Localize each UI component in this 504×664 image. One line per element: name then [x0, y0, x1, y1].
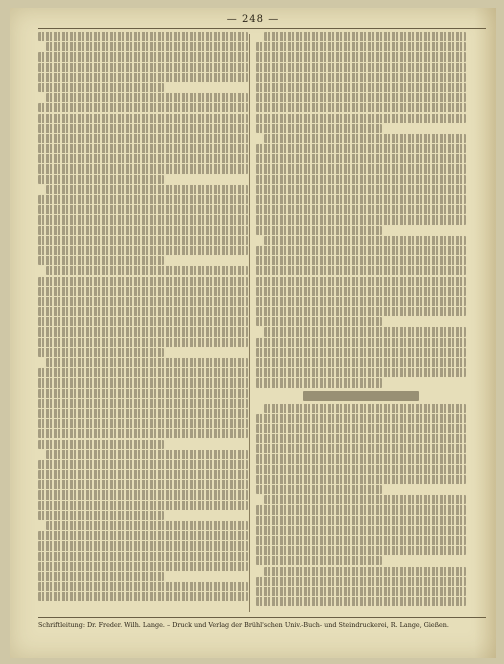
- text-line: [38, 307, 248, 316]
- section-heading-line: [303, 391, 419, 401]
- text-line: [38, 287, 248, 296]
- text-line: [256, 266, 466, 275]
- newspaper-page: [10, 8, 496, 658]
- text-line: [256, 597, 466, 606]
- text-line: [256, 516, 466, 525]
- text-line: [46, 521, 248, 530]
- text-line: [38, 246, 248, 255]
- text-line: [256, 424, 466, 433]
- text-line: [264, 404, 466, 413]
- text-line: [38, 205, 248, 214]
- text-line: [38, 32, 248, 41]
- text-line: [256, 195, 466, 204]
- text-line: [46, 185, 248, 194]
- text-line: [38, 195, 248, 204]
- text-line: [256, 63, 466, 72]
- text-line: [256, 277, 466, 286]
- text-line: [256, 175, 466, 184]
- page-number: — 248 —: [226, 14, 280, 25]
- imprint-line: Schriftleitung: Dr. Freder. Wilh. Lange. – Druck und Verlag der Brühl'schen Univ.-Buch- und Steindruckerei, R. Lange, Gießen.: [38, 621, 449, 629]
- text-line: [256, 505, 466, 514]
- text-line: [38, 582, 248, 591]
- text-line: [38, 419, 248, 428]
- text-line: [38, 73, 248, 82]
- text-line: [256, 485, 382, 494]
- text-line: [38, 164, 248, 173]
- text-line: [256, 475, 466, 484]
- text-line: [38, 531, 248, 540]
- text-line: [38, 144, 248, 153]
- text-line: [38, 256, 164, 265]
- text-line: [256, 348, 466, 357]
- text-line: [38, 277, 248, 286]
- text-line: [256, 52, 466, 61]
- text-line: [256, 185, 466, 194]
- text-line: [38, 134, 248, 143]
- text-line: [256, 434, 466, 443]
- text-line: [38, 460, 248, 469]
- text-line: [256, 83, 466, 92]
- text-line: [38, 562, 248, 571]
- right-column-lines: [256, 32, 466, 606]
- text-line: [256, 526, 466, 535]
- footer-rule: [38, 617, 486, 618]
- text-line: [38, 440, 164, 449]
- text-line: [264, 327, 466, 336]
- text-line: [46, 93, 248, 102]
- text-line: [38, 236, 248, 245]
- text-line: [38, 114, 248, 123]
- text-line: [264, 236, 466, 245]
- text-line: [46, 42, 248, 51]
- header-rule: [38, 28, 486, 29]
- text-line: [256, 124, 382, 133]
- text-line: [256, 414, 466, 423]
- text-line: [38, 409, 248, 418]
- text-line: [256, 444, 466, 453]
- text-line: [256, 164, 466, 173]
- text-line: [256, 287, 466, 296]
- text-line: [38, 511, 164, 520]
- text-line: [256, 556, 382, 565]
- text-line: [256, 93, 466, 102]
- text-line: [256, 114, 466, 123]
- text-line: [256, 42, 466, 51]
- text-line: [38, 501, 248, 510]
- text-line: [38, 429, 248, 438]
- text-line: [256, 358, 466, 367]
- text-line: [264, 567, 466, 576]
- text-line: [256, 317, 382, 326]
- left-column-lines: [38, 32, 248, 601]
- text-line: [38, 378, 248, 387]
- text-line: [38, 389, 248, 398]
- text-line: [256, 256, 466, 265]
- text-line: [38, 572, 164, 581]
- text-line: [38, 317, 248, 326]
- text-line: [256, 215, 466, 224]
- paper-edge-stain: [474, 8, 496, 658]
- text-line: [38, 541, 248, 550]
- text-line: [256, 368, 466, 377]
- text-line: [256, 378, 382, 387]
- text-line: [38, 470, 248, 479]
- text-line: [38, 175, 164, 184]
- text-line: [38, 63, 248, 72]
- text-line: [256, 577, 466, 586]
- text-line: [264, 495, 466, 504]
- text-line: [256, 226, 382, 235]
- text-line: [256, 103, 466, 112]
- text-line: [38, 297, 248, 306]
- text-line: [38, 226, 248, 235]
- text-line: [46, 358, 248, 367]
- text-line: [38, 154, 248, 163]
- text-line: [46, 266, 248, 275]
- text-line: [264, 32, 466, 41]
- text-line: [38, 552, 248, 561]
- text-line: [256, 587, 466, 596]
- text-line: [38, 490, 248, 499]
- text-line: [38, 480, 248, 489]
- text-line: [256, 307, 466, 316]
- text-line: [38, 399, 248, 408]
- text-line: [256, 246, 466, 255]
- text-line: [38, 215, 248, 224]
- text-line: [256, 144, 466, 153]
- left-column: [38, 32, 248, 612]
- text-line: [256, 536, 466, 545]
- text-line: [256, 338, 466, 347]
- text-line: [256, 205, 466, 214]
- text-line: [38, 368, 248, 377]
- text-line: [256, 297, 466, 306]
- text-line: [256, 73, 466, 82]
- text-line: [38, 83, 164, 92]
- text-line: [38, 52, 248, 61]
- text-line: [46, 450, 248, 459]
- text-line: [256, 454, 466, 463]
- column-divider: [249, 34, 250, 612]
- text-line: [264, 134, 466, 143]
- text-line: [38, 103, 248, 112]
- text-line: [38, 327, 248, 336]
- text-line: [256, 546, 466, 555]
- text-line: [38, 338, 248, 347]
- text-line: [38, 592, 248, 601]
- text-line: [38, 348, 164, 357]
- text-line: [256, 154, 466, 163]
- right-column: [256, 32, 466, 612]
- text-line: [38, 124, 248, 133]
- text-line: [256, 465, 466, 474]
